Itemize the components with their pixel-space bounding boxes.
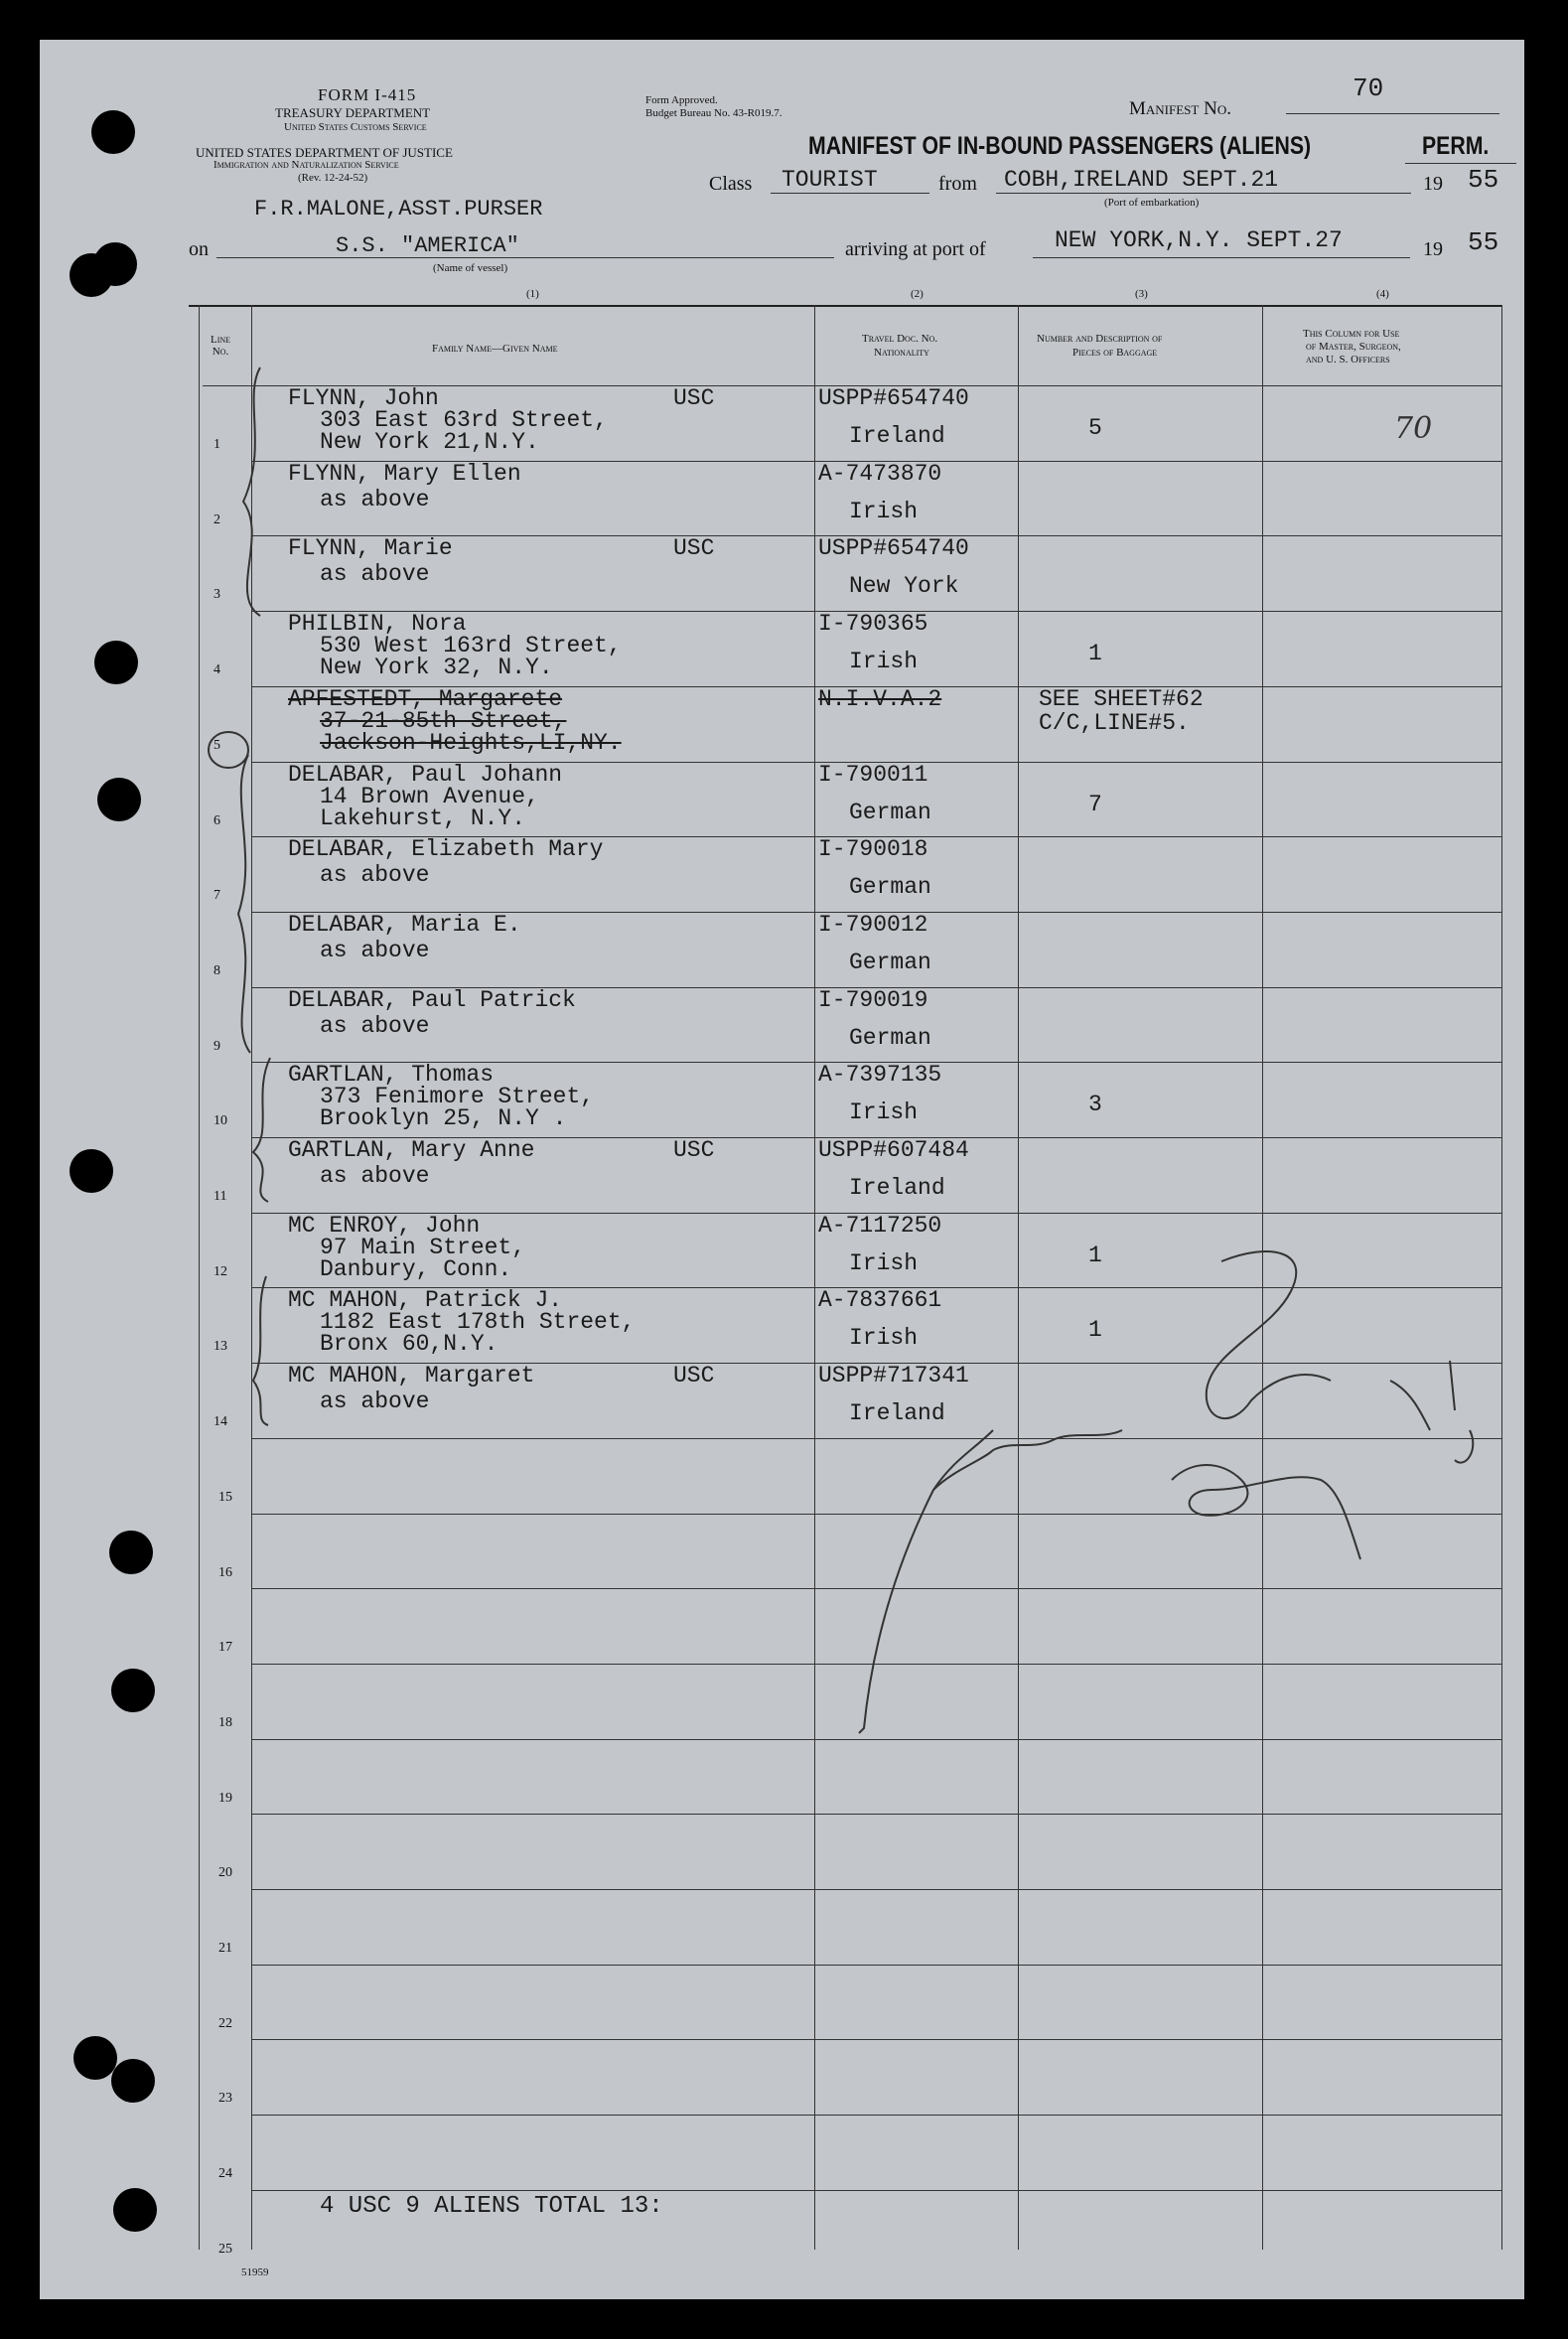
punch-hole (94, 641, 138, 684)
header-officer-use-3: and U. S. Officers (1306, 354, 1390, 365)
passenger-name: MC MAHON, Patrick J. (288, 1287, 563, 1314)
travel-doc-number: I-790019 (818, 986, 928, 1013)
nationality: Irish (849, 649, 919, 675)
passenger-name: MC ENROY, John (288, 1212, 481, 1239)
nationality: Irish (849, 1325, 919, 1352)
passenger-address-1: 373 Fenimore Street, (320, 1084, 595, 1110)
passenger-address-2: Brooklyn 25, N.Y . (320, 1105, 567, 1132)
row-line-number: 17 (218, 1640, 232, 1656)
travel-doc-number: I-790012 (818, 911, 928, 938)
vessel-note: (Name of vessel) (433, 262, 508, 274)
bags-use-divider (1262, 305, 1263, 2250)
baggage-count: 1 (1088, 641, 1102, 667)
from-underline (996, 193, 1411, 194)
row-line-number: 22 (218, 2015, 232, 2031)
immigration-label: Immigration and Naturalization Service (214, 159, 399, 171)
form-number: FORM I-415 (318, 85, 417, 104)
row-line-number: 5 (214, 737, 220, 753)
passenger-address-1: 530 West 163rd Street, (320, 633, 622, 659)
form-approved: Form Approved. (645, 94, 718, 106)
row-line-number: 1 (214, 437, 220, 452)
name-doc-divider (814, 305, 815, 2250)
doc-bags-divider (1018, 305, 1019, 2250)
table-top-border (189, 305, 1501, 307)
vessel-name: S.S. "AMERICA" (336, 233, 519, 258)
travel-doc-number: A-7397135 (818, 1062, 942, 1089)
from-label: from (938, 173, 977, 195)
officer-mark: 70 (1394, 411, 1433, 446)
table-right-border (1501, 305, 1502, 2250)
baggage-count: SEE SHEET#62 (1039, 685, 1204, 712)
passenger-address-2: Lakehurst, N.Y. (320, 804, 526, 831)
row-line-number: 23 (218, 2091, 232, 2107)
row-line-number: 25 (218, 2241, 232, 2257)
passenger-address-1: as above (320, 1163, 430, 1189)
row-divider (251, 2039, 1501, 2040)
passenger-name: GARTLAN, Thomas (288, 1062, 495, 1089)
row-line-number: 9 (214, 1038, 220, 1054)
manifest-no-label: Manifest No. (1129, 98, 1231, 119)
manifest-title: MANIFEST OF IN-BOUND PASSENGERS (ALIENS) (808, 132, 1312, 160)
header-officer-use-1: This Column for Use (1303, 328, 1400, 340)
col3-number: (3) (1135, 288, 1148, 300)
punch-hole (111, 1669, 155, 1712)
col1-number: (1) (526, 288, 539, 300)
citizenship-status: USC (673, 385, 715, 411)
nationality: Ireland (849, 1400, 945, 1427)
passenger-name: DELABAR, Elizabeth Mary (288, 836, 604, 863)
passenger-address-2: Bronx 60,N.Y. (320, 1331, 499, 1358)
manifest-sheet (40, 40, 1524, 2299)
total-line: 4 USC 9 ALIENS TOTAL 13: (320, 2193, 663, 2220)
baggage-count: 1 (1088, 1242, 1102, 1268)
passenger-address-1: 14 Brown Avenue, (320, 783, 539, 809)
row-line-number: 12 (214, 1263, 227, 1279)
arriving-value: NEW YORK,N.Y. SEPT.27 (1055, 227, 1343, 253)
purser-name: F.R.MALONE,ASST.PURSER (254, 197, 543, 221)
manifest-no-value: 70 (1353, 73, 1384, 103)
punch-hole (70, 1149, 113, 1193)
col2-number: (2) (911, 288, 924, 300)
row-line-number: 4 (214, 662, 220, 678)
passenger-name: APFESTEDT, Margarete (288, 685, 563, 712)
nationality: German (849, 1024, 931, 1051)
row-line-number: 10 (214, 1113, 227, 1129)
header-travel-doc: Travel Doc. No. (862, 333, 938, 345)
header-line-no: Line No. (210, 334, 231, 358)
passenger-address-2: Jackson-Heights,LI,NY. (320, 729, 622, 756)
row-divider (251, 1664, 1501, 1665)
passenger-address-1: as above (320, 937, 430, 963)
manifest-no-underline (1286, 113, 1499, 114)
revision-label: (Rev. 12-24-52) (298, 172, 368, 184)
passenger-name: DELABAR, Maria E. (288, 911, 521, 938)
year-arrived: 55 (1468, 227, 1499, 257)
citizenship-status: USC (673, 1137, 715, 1163)
punch-hole (109, 1531, 153, 1574)
baggage-count: 3 (1088, 1092, 1102, 1118)
travel-doc-number: I-790011 (818, 761, 928, 788)
passenger-name: FLYNN, Mary Ellen (288, 460, 521, 487)
punch-hole (113, 2188, 157, 2232)
justice-label: UNITED STATES DEPARTMENT OF JUSTICE (196, 145, 453, 160)
baggage-count: 1 (1088, 1317, 1102, 1344)
row-divider (251, 1889, 1501, 1890)
baggage-note: C/C,LINE#5. (1039, 709, 1190, 736)
passenger-address-1: as above (320, 486, 430, 512)
nationality: Irish (849, 1249, 919, 1276)
passenger-name: FLYNN, Marie (288, 535, 453, 562)
year-prefix-arrived: 19 (1423, 238, 1443, 260)
row-line-number: 19 (218, 1790, 232, 1806)
passenger-name: DELABAR, Paul Johann (288, 761, 563, 788)
row-line-number: 24 (218, 2166, 232, 2182)
passenger-name: MC MAHON, Margaret (288, 1363, 535, 1389)
passenger-name: PHILBIN, Nora (288, 611, 467, 638)
header-nationality: Nationality (874, 347, 929, 359)
punch-hole (93, 242, 137, 286)
row-line-number: 21 (218, 1941, 232, 1956)
year-prefix-sailed: 19 (1423, 173, 1443, 195)
passenger-address-2: New York 21,N.Y. (320, 429, 539, 455)
travel-doc-number: I-790018 (818, 836, 928, 863)
port-embark-note: (Port of embarkation) (1104, 197, 1200, 209)
row-divider (251, 1814, 1501, 1815)
class-value: TOURIST (782, 167, 878, 193)
passenger-address-1: 37-21-85th Street, (320, 707, 567, 734)
nationality: German (849, 949, 931, 975)
row-line-number: 18 (218, 1714, 232, 1730)
row-line-number: 13 (214, 1339, 227, 1355)
header-baggage-1: Number and Description of (1037, 333, 1163, 345)
line-no-divider (251, 305, 252, 2250)
table-left-border (199, 305, 200, 2250)
budget-bureau: Budget Bureau No. 43-R019.7. (645, 107, 783, 119)
travel-doc-number: A-7837661 (818, 1287, 942, 1314)
passenger-name: GARTLAN, Mary Anne (288, 1137, 535, 1163)
row-divider (251, 1739, 1501, 1740)
travel-doc-number: A-7117250 (818, 1212, 942, 1239)
travel-doc-number: USPP#654740 (818, 385, 969, 411)
row-divider (251, 2115, 1501, 2116)
passenger-name: DELABAR, Paul Patrick (288, 986, 576, 1013)
perm-label: PERM. (1422, 132, 1490, 160)
punch-hole (111, 2059, 155, 2103)
punch-hole (73, 2036, 117, 2080)
passenger-address-1: 303 East 63rd Street, (320, 407, 608, 433)
arriving-label: arriving at port of (845, 238, 986, 260)
from-value: COBH,IRELAND SEPT.21 (1004, 167, 1279, 193)
nationality: German (849, 874, 931, 901)
nationality: German (849, 799, 931, 825)
row-line-number: 3 (214, 587, 220, 603)
passenger-address-2: New York 32, N.Y. (320, 655, 553, 681)
footer-code: 51959 (241, 2266, 269, 2278)
row-line-number: 15 (218, 1489, 232, 1505)
row-divider (251, 1438, 1501, 1439)
on-label: on (189, 238, 209, 260)
citizenship-status: USC (673, 535, 715, 562)
header-baggage-2: Pieces of Baggage (1072, 347, 1158, 359)
row-line-number: 2 (214, 512, 220, 527)
passenger-address-1: 97 Main Street, (320, 1234, 526, 1260)
row-divider (251, 1965, 1501, 1966)
baggage-count: 5 (1088, 415, 1102, 441)
row-line-number: 7 (214, 888, 220, 904)
row-line-number: 6 (214, 812, 220, 828)
year-sailed: 55 (1468, 165, 1499, 195)
passenger-address-1: 1182 East 178th Street, (320, 1309, 636, 1336)
customs-label: United States Customs Service (284, 121, 427, 133)
travel-doc-number: A-7473870 (818, 460, 942, 487)
nationality: New York (849, 573, 959, 600)
header-name: Family Name—Given Name (432, 343, 558, 355)
class-underline (771, 193, 929, 194)
header-officer-use-2: of Master, Surgeon, (1306, 341, 1401, 353)
row-divider (251, 2190, 1501, 2191)
row-line-number: 11 (214, 1189, 227, 1204)
passenger-address-1: as above (320, 561, 430, 588)
vessel-underline (216, 257, 834, 258)
row-line-number: 20 (218, 1865, 232, 1881)
travel-doc-number: I-790365 (818, 611, 928, 638)
citizenship-status: USC (673, 1363, 715, 1389)
row-divider (251, 1588, 1501, 1589)
travel-doc-number: USPP#607484 (818, 1137, 969, 1163)
col4-number: (4) (1376, 288, 1389, 300)
row-line-number: 14 (214, 1414, 227, 1430)
row-line-number: 8 (214, 962, 220, 978)
arriving-underline (1033, 257, 1410, 258)
travel-doc-number: USPP#654740 (818, 535, 969, 562)
passenger-address-1: as above (320, 1012, 430, 1039)
nationality: Irish (849, 1099, 919, 1126)
class-label: Class (709, 173, 753, 195)
nationality: Ireland (849, 423, 945, 449)
passenger-address-1: as above (320, 862, 430, 889)
treasury-label: TREASURY DEPARTMENT (275, 105, 431, 120)
passenger-address-1: as above (320, 1389, 430, 1415)
row-divider (251, 1514, 1501, 1515)
travel-doc-number: N.I.V.A.2 (818, 685, 942, 712)
perm-underline (1405, 163, 1516, 164)
passenger-name: FLYNN, John (288, 385, 439, 411)
punch-hole (91, 110, 135, 154)
nationality: Irish (849, 498, 919, 524)
punch-hole (97, 778, 141, 821)
baggage-count: 7 (1088, 791, 1102, 817)
nationality: Ireland (849, 1175, 945, 1201)
passenger-address-2: Danbury, Conn. (320, 1255, 512, 1282)
travel-doc-number: USPP#717341 (818, 1363, 969, 1389)
row-line-number: 16 (218, 1564, 232, 1580)
